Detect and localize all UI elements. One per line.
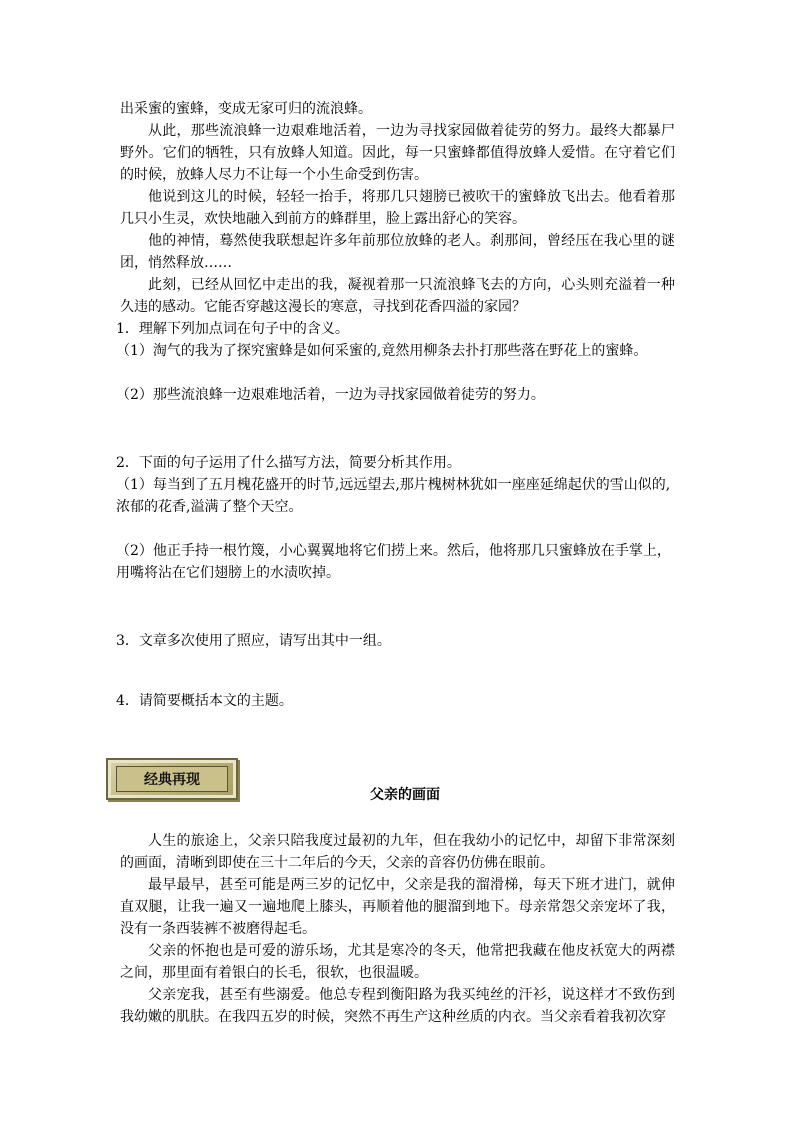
passage2-paragraph-0: 人生的旅途上，父亲只陪我度过最初的九年，但在我幼小的记忆中，却留下非常深刻的画面，清晰到即使在三十二年后的今天，父亲的音容仍仿佛在眼前。 (120, 833, 675, 871)
question-1: 1．理解下列加点词在句子中的含义。 (116, 321, 349, 337)
question-4: 4．请简要概括本文的主题。 (116, 693, 293, 709)
passage1-paragraph-3: 他的神情，蓦然使我联想起许多年前那位放蜂的老人。刹那间，曾经压在我心里的谜团，悄然释放…… (120, 233, 675, 271)
question-2-item-1: （1）每当到了五月槐花盛开的时节,远远望去,那片槐树林犹如一座座延绵起伏的雪山似的,浓郁的花香,溢满了整个天空。 (116, 477, 671, 515)
passage1-paragraph-0: 出采蜜的蜜蜂，变成无家可归的流浪蜂。 (120, 101, 372, 117)
question-3: 3．文章多次使用了照应，请写出其中一组。 (116, 633, 391, 649)
passage1-paragraph-1: 从此，那些流浪蜂一边艰难地活着，一边为寻找家园做着徒劳的努力。最终大都暴尸野外。它们的牺牲，只有放蜂人知道。因此，每一只蜜蜂都值得放蜂人爱惜。在守着它们的时候，放蜂人尽力不让每一个小生命受到伤害。 (120, 123, 675, 183)
passage2-paragraph-1: 最早最早，甚至可能是两三岁的记忆中，父亲是我的溜滑梯，每天下班才进门，就伸直双腿，让我一遍又一遍地爬上膝头，再顺着他的腿溜到地下。母亲常怨父亲宠坏了我，没有一条西装裤不被磨得起毛。 (120, 877, 675, 937)
passage1-paragraph-2: 他说到这儿的时候，轻轻一抬手，将那几只翅膀已被吹干的蜜蜂放飞出去。他看着那几只小生灵，欢快地融入到前方的蜂群里，脸上露出舒心的笑容。 (120, 189, 675, 227)
question-2-item-2: （2）他正手持一根竹篾，小心翼翼地将它们捞上来。然后，他将那几只蜜蜂放在手掌上，用嘴将沾在它们翅膀上的水渍吹掉。 (116, 543, 671, 581)
question-1-item-1: （1）淘气的我为了探究蜜蜂是如何采蜜的,竟然用柳条去扑打那些落在野花上的蜜蜂。 (116, 343, 648, 359)
section-banner (106, 758, 238, 800)
question-2: 2．下面的句子运用了什么描写方法，简要分析其作用。 (116, 455, 461, 471)
section-banner-label: 经典再现 (116, 766, 228, 792)
article-title: 父亲的画面 (370, 787, 440, 803)
question-1-item-2: （2）那些流浪蜂一边艰难地活着，一边为寻找家园做着徒劳的努力。 (116, 387, 545, 403)
passage1-paragraph-4: 此刻，已经从回忆中走出的我，凝视着那一只流浪蜂飞去的方向，心头则充溢着一种久违的感动。它能否穿越这漫长的寒意，寻找到花香四溢的家园？ (120, 277, 675, 315)
passage2-paragraph-3: 父亲宠我，甚至有些溺爱。他总专程到衡阳路为我买纯丝的汗衫，说这样才不致伤到我幼嫩的肌肤。在我四五岁的时候，突然不再生产这种丝质的内衣。当父亲看着我初次穿 (120, 987, 675, 1025)
passage2-paragraph-2: 父亲的怀抱也是可爱的游乐场，尤其是寒冷的冬天，他常把我藏在他皮袄宽大的两襟之间，那里面有着银白的长毛，很软，也很温暖。 (120, 943, 675, 981)
